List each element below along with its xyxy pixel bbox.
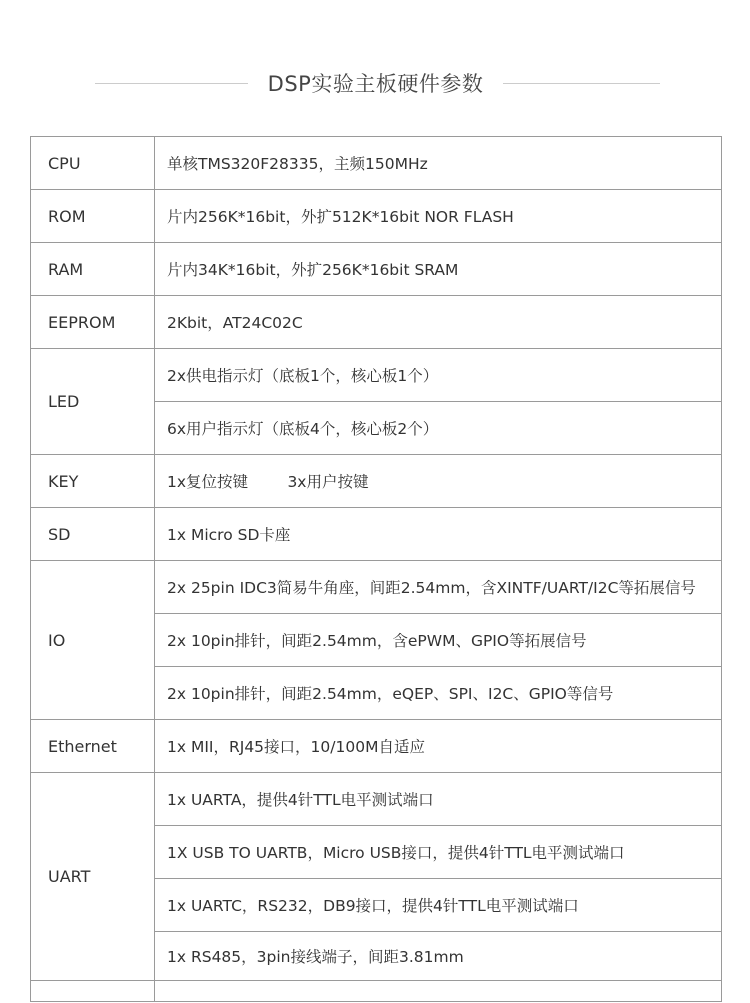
page-header	[0, 66, 750, 102]
page-title: DSP实验主板硬件参数	[267, 72, 484, 96]
spec-label-io: IO	[31, 561, 155, 720]
table-row-rom	[31, 190, 722, 243]
table-row-eeprom	[31, 296, 722, 349]
hardware-spec-table	[30, 136, 722, 1002]
spec-value-rom: 片内256K*16bit，外扩512K*16bit NOR FLASH	[155, 190, 722, 243]
spec-value-cpu: 单核TMS320F28335，主频150MHz	[155, 137, 722, 190]
spec-label-sd: SD	[31, 508, 155, 561]
spec-label-cpu: CPU	[31, 137, 155, 190]
cut-off-cell-right	[155, 981, 722, 1002]
spec-label-ram: RAM	[31, 243, 155, 296]
table-row-uart	[31, 773, 722, 826]
spec-value-uart-1: 1x UARTA，提供4针TTL电平测试端口	[155, 773, 722, 826]
spec-value-ram: 片内34K*16bit，外扩256K*16bit SRAM	[155, 243, 722, 296]
spec-value-led-2: 6x用户指示灯（底板4个，核心板2个）	[155, 402, 722, 455]
spec-label-led: LED	[31, 349, 155, 455]
spec-value-sd: 1x Micro SD卡座	[155, 508, 722, 561]
table-row-io	[31, 561, 722, 614]
title-divider-left	[95, 83, 248, 84]
spec-value-key: 1x复位按键 3x用户按键	[155, 455, 722, 508]
spec-value-ethernet: 1x MII，RJ45接口，10/100M自适应	[155, 720, 722, 773]
spec-value-io-1: 2x 25pin IDC3简易牛角座，间距2.54mm，含XINTF/UART/I2C等拓展信号	[155, 561, 722, 614]
spec-value-uart-3: 1x UARTC，RS232，DB9接口，提供4针TTL电平测试端口	[155, 879, 722, 932]
spec-value-io-3: 2x 10pin排针，间距2.54mm，eQEP、SPI、I2C、GPIO等信号	[155, 667, 722, 720]
spec-value-io-2: 2x 10pin排针，间距2.54mm，含ePWM、GPIO等拓展信号	[155, 614, 722, 667]
table-row-led	[31, 349, 722, 402]
spec-label-eeprom: EEPROM	[31, 296, 155, 349]
spec-label-uart: UART	[31, 773, 155, 981]
table-row-key	[31, 455, 722, 508]
table-row-ethernet	[31, 720, 722, 773]
spec-value-led-1: 2x供电指示灯（底板1个，核心板1个）	[155, 349, 722, 402]
spec-label-key: KEY	[31, 455, 155, 508]
spec-label-ethernet: Ethernet	[31, 720, 155, 773]
spec-value-uart-2: 1X USB TO UARTB，Micro USB接口，提供4针TTL电平测试端口	[155, 826, 722, 879]
spec-value-uart-4: 1x RS485，3pin接线端子，间距3.81mm	[155, 932, 722, 981]
table-row-sd	[31, 508, 722, 561]
table-row-cpu	[31, 137, 722, 190]
table-row-cut-off	[31, 981, 722, 1002]
spec-label-rom: ROM	[31, 190, 155, 243]
table-row-ram	[31, 243, 722, 296]
cut-off-cell-left	[31, 981, 155, 1002]
spec-value-eeprom: 2Kbit，AT24C02C	[155, 296, 722, 349]
title-divider-right	[503, 83, 660, 84]
